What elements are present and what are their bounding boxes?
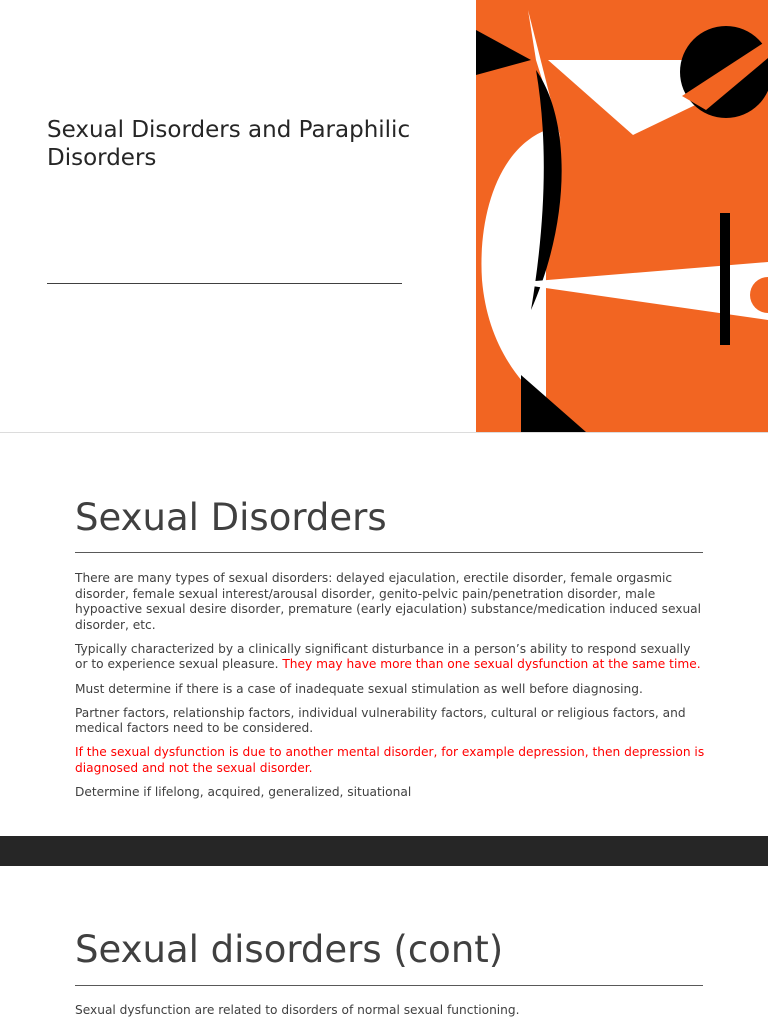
- list-item: Determine if lifelong, acquired, generalized, situational: [75, 785, 412, 800]
- title-slide: [0, 0, 768, 433]
- slide-title: Sexual disorders (cont): [75, 928, 504, 971]
- highlighted-text: They may have more than one sexual dysfunction at the same time.: [282, 657, 701, 672]
- art-black-bar: [720, 213, 730, 345]
- list-item: Typically characterized by a clinically significant disturbance in a person’s ability to respond sexually or to experience sexual pleasure. They may have more than one sexual dysfunction at the same time.: [75, 641, 701, 672]
- presentation-title: Sexual Disorders and Paraphilic Disorders: [47, 117, 411, 171]
- list-item: Must determine if there is a case of inadequate sexual stimulation as well before diagnosing.: [75, 681, 643, 696]
- title-underline: [75, 985, 703, 986]
- content-slide-sexual-disorders-cont: [0, 866, 768, 1024]
- list-item: There are many types of sexual disorders: delayed ejaculation, erectile disorder, female orgasmic disorder, female sexual interest/arousal disorder, genito-pelvic pain/penetration disorder, male hypoactive sexual desire disorder, premature (early ejaculation) substance/medication induced sexual disorder, etc.: [75, 571, 702, 632]
- title-underline: [75, 552, 703, 553]
- bullet-list: [75, 571, 705, 809]
- list-item: Partner factors, relationship factors, individual vulnerability factors, cultural or religious factors, and medical factors need to be considered.: [75, 705, 686, 736]
- slide-divider: [0, 836, 768, 866]
- abstract-art-image: [476, 0, 768, 432]
- title-underline: [47, 283, 402, 284]
- highlighted-text: If the sexual dysfunction is due to another mental disorder, for example depression, then depression is diagnosed and not the sexual disorder.: [75, 745, 705, 775]
- content-slide-sexual-disorders: [0, 433, 768, 836]
- list-item: [75, 745, 705, 776]
- bullet-list: [75, 1003, 705, 1024]
- list-item: Sexual dysfunction are related to disorders of normal sexual functioning.: [75, 1003, 520, 1017]
- slide-title: Sexual Disorders: [75, 496, 387, 539]
